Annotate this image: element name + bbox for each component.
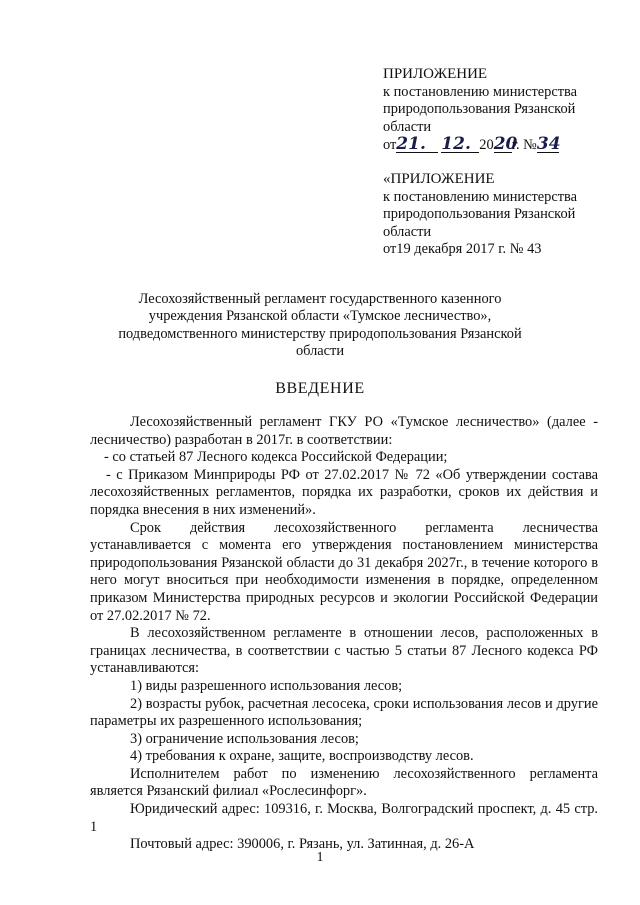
- handwritten-month: 12.: [441, 137, 479, 153]
- list-item: - со статьей 87 Лесного кодекса Российской Федерации;: [104, 449, 448, 466]
- appendix-header-original: [383, 171, 577, 259]
- paragraph: Лесохозяйственный регламент ГКУ РО «Тумское лесничество» (далее - лесничество) разработан в 2017г. в соответствии:: [90, 414, 598, 448]
- year-suffix: г. №: [511, 137, 537, 153]
- paragraph: Исполнителем работ по изменению лесохозяйственного регламента является Рязанский филиал «Рослесинфорг».: [90, 765, 598, 800]
- body-text: [90, 414, 598, 854]
- paragraph: Срок действия лесохозяйственного регламента лесничества устанавливается с момента его утверждения постановлением министерства природопользования Рязанской области до 31 декабря 2027г., в течение которого в него могут вноситься при необходимости изменения в порядке, определенном приказом Министерства природных ресурсов и экологии Российской Федерации от 27.02.2017 № 72.: [90, 519, 598, 624]
- list-item: 4) требования к охране, защите, воспроизводству лесов.: [130, 748, 474, 765]
- page-number: 1: [316, 850, 324, 865]
- date-prefix: от: [383, 137, 397, 153]
- paragraph: Юридический адрес: 109316, г. Москва, Волгоградский проспект, д. 45 стр. 1: [90, 801, 598, 835]
- appendix-line: к постановлению министерства: [383, 188, 578, 205]
- list-item: 2) возрасты рубок, расчетная лесосека, сроки использования лесов и другие параметры их разрешенного использования;: [90, 695, 598, 730]
- regulation-title: Лесохозяйственный регламент государственного казенного учреждения Рязанской области «Тумское лесничество», подведомственного министерству природопользования Рязанской области: [118, 291, 522, 359]
- appendix-title: «ПРИЛОЖЕНИЕ: [383, 171, 495, 187]
- year-printed: 20: [479, 137, 494, 153]
- handwritten-year: 20: [493, 134, 518, 154]
- appendix-line: области: [383, 118, 432, 135]
- appendix-line: к постановлению министерства: [383, 83, 578, 100]
- appendix-title: ПРИЛОЖЕНИЕ: [383, 66, 488, 82]
- appendix-line: области: [383, 223, 432, 240]
- appendix-date-line: от19 декабря 2017 г. № 43: [383, 241, 542, 257]
- handwritten-number: 34: [536, 134, 561, 154]
- appendix-date-line: [383, 134, 577, 155]
- appendix-header-current: [383, 66, 577, 155]
- list-item: 3) ограничение использования лесов;: [130, 730, 359, 747]
- list-item: - с Приказом Минприроды РФ от 27.02.2017 № 72 «Об утверждении состава лесохозяйственных регламентов, порядка их разработки, сроков их действия и порядка внесения в них изменений».: [90, 466, 598, 518]
- paragraph: Почтовый адрес: 390006, г. Рязань, ул. Затинная, д. 26-А: [130, 836, 475, 853]
- paragraph: В лесохозяйственном регламенте в отношении лесов, расположенных в границах лесничества, в соответствии с частью 5 статьи 87 Лесного кодекса РФ устанавливаются:: [90, 625, 598, 677]
- appendix-line: природопользования Рязанской: [383, 101, 576, 117]
- section-title: ВВЕДЕНИЕ: [275, 380, 365, 397]
- appendix-line: природопользования Рязанской: [383, 206, 576, 222]
- list-item: 1) виды разрешенного использования лесов;: [130, 677, 403, 694]
- handwritten-day: 21.: [396, 137, 438, 153]
